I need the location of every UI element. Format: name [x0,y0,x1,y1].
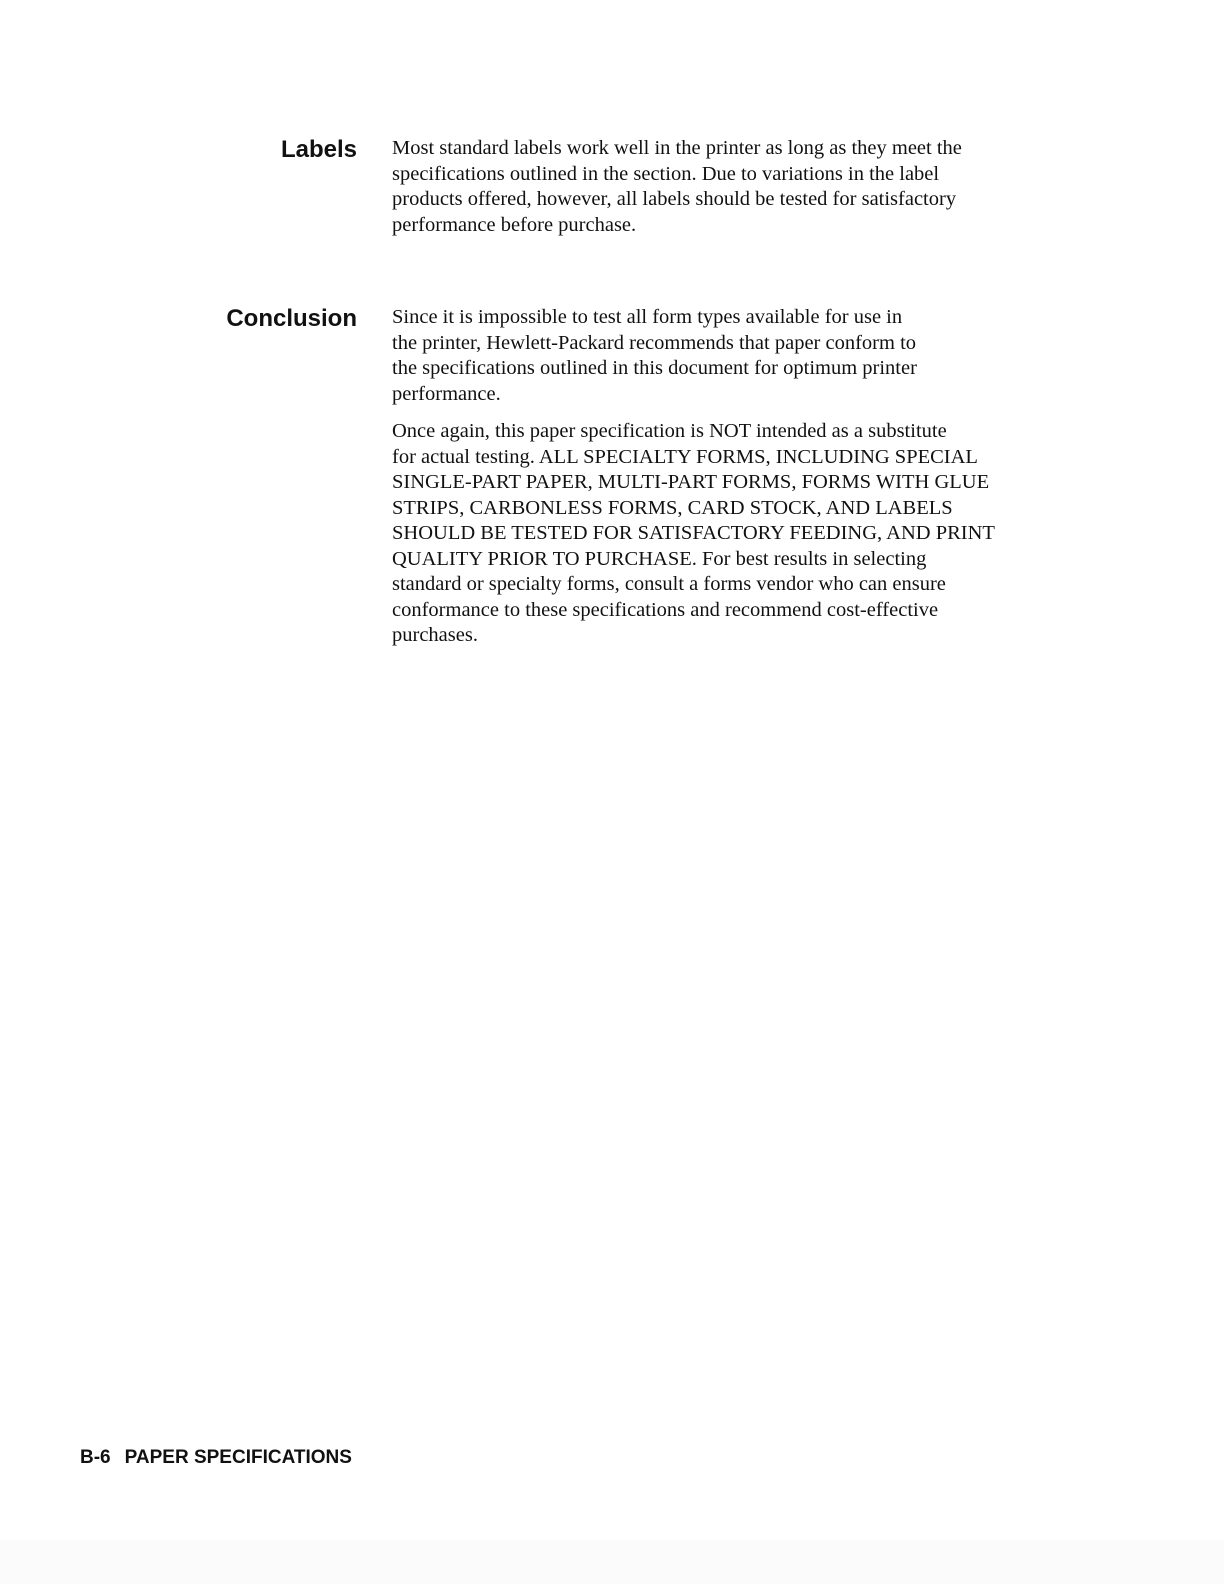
paragraph: Since it is impossible to test all form types available for use in the printer, Hewlett-Packard recommends that paper conform to the specifications outlined in this document for optimum printer performance. [392,306,917,405]
section-body [392,305,1092,649]
page-number: B-6 [80,1447,111,1468]
page-footer [80,1446,352,1470]
paragraph: Once again, this paper specification is NOT intended as a substitute for actual testing. ALL SPECIALTY FORMS, INCLUDING SPECIAL SINGLE-PART PAPER, MULTI-PART FORMS, FORMS WITH GLUE STRIPS, CARBONLESS FORMS, CARD STOCK, AND LABELS SHOULD BE TESTED FOR SATISFACTORY FEEDING, AND PRINT QUALITY PRIOR TO PURCHASE. For best results in selecting standard or specialty forms, consult a forms vendor who can ensure conformance to these specifications and recommend cost-effective purchases. [392,420,995,646]
section-body [392,136,1092,238]
chapter-title: PAPER SPECIFICATIONS [124,1447,352,1468]
section-heading: Conclusion [226,305,357,332]
paragraph: Most standard labels work well in the printer as long as they meet the specifications outlined in the section. Due to variations in the label products offered, however, all labels should be tested for satisfactory performance before purchase. [392,137,962,236]
scan-edge [0,1540,1224,1584]
section-heading: Labels [280,136,357,163]
